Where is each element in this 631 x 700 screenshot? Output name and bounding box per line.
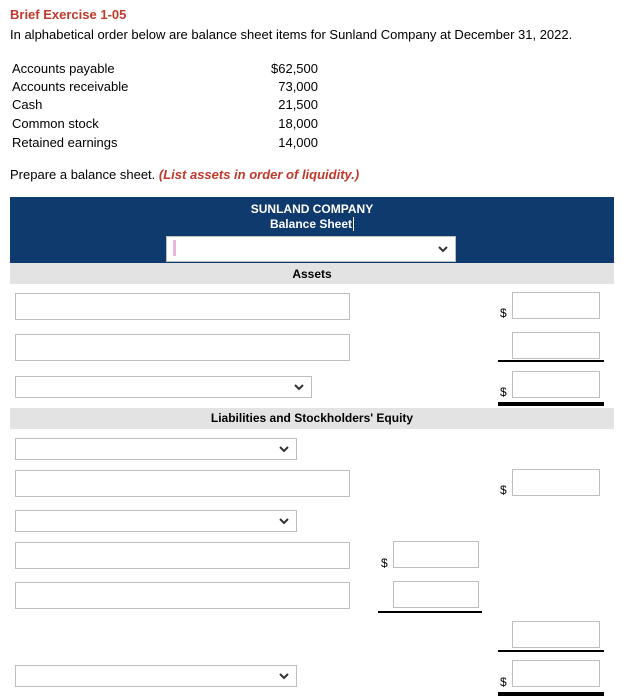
currency-symbol: $ bbox=[500, 483, 507, 497]
statement-title bbox=[10, 217, 614, 231]
instruction-text: Prepare a balance sheet. bbox=[10, 167, 156, 182]
item-label: Accounts payable bbox=[12, 61, 115, 76]
instruction-hint: (List assets in order of liquidity.) bbox=[158, 167, 360, 182]
total-liabilities-equity-amount-input[interactable] bbox=[512, 660, 600, 687]
currency-symbol: $ bbox=[500, 306, 507, 320]
date-select[interactable] bbox=[166, 236, 456, 262]
item-label: Common stock bbox=[12, 116, 99, 131]
total-assets-amount-input[interactable] bbox=[512, 371, 600, 398]
subtotal-rule bbox=[378, 611, 482, 613]
subtotal-rule bbox=[498, 650, 604, 652]
item-value: $62,500 bbox=[271, 61, 318, 76]
item-value: 14,000 bbox=[278, 135, 318, 150]
item-label: Accounts receivable bbox=[12, 79, 129, 94]
assets-heading: Assets bbox=[292, 267, 332, 281]
total-double-rule bbox=[498, 402, 604, 406]
liability-amount-input[interactable] bbox=[512, 469, 600, 496]
currency-symbol: $ bbox=[381, 556, 388, 570]
equity-amount-input-1[interactable] bbox=[393, 541, 479, 568]
instruction bbox=[10, 167, 359, 182]
equity-account-input-2[interactable] bbox=[15, 582, 350, 609]
company-name: SUNLAND COMPANY bbox=[250, 202, 374, 216]
currency-symbol: $ bbox=[500, 675, 507, 689]
liability-account-input[interactable] bbox=[15, 470, 350, 497]
equity-heading-select[interactable] bbox=[15, 510, 297, 532]
total-liabilities-equity-select[interactable] bbox=[15, 665, 297, 687]
liabilities-equity-heading: Liabilities and Stockholders' Equity bbox=[210, 411, 414, 425]
subtotal-rule bbox=[498, 360, 604, 362]
asset-amount-input-1[interactable] bbox=[512, 292, 600, 319]
total-assets-select[interactable] bbox=[15, 376, 312, 398]
item-value: 73,000 bbox=[278, 79, 318, 94]
item-label: Cash bbox=[12, 97, 43, 112]
equity-account-input-1[interactable] bbox=[15, 542, 350, 569]
chevron-down-icon bbox=[293, 381, 305, 393]
exercise-intro: In alphabetical order below are balance sheet items for Sunland Company at December 31, 2022. bbox=[10, 27, 573, 42]
item-label: Retained earnings bbox=[12, 135, 118, 150]
asset-account-input-1[interactable] bbox=[15, 293, 350, 320]
exercise-title: Brief Exercise 1-05 bbox=[10, 7, 127, 22]
total-double-rule bbox=[498, 692, 604, 696]
item-value: 21,500 bbox=[278, 97, 318, 112]
chevron-down-icon bbox=[278, 443, 290, 455]
statement-title-text: Balance Sheet bbox=[269, 217, 353, 231]
chevron-down-icon bbox=[278, 670, 290, 682]
total-equity-amount-input[interactable] bbox=[512, 621, 600, 648]
liabilities-heading-select[interactable] bbox=[15, 438, 297, 460]
text-caret bbox=[173, 240, 176, 256]
chevron-down-icon bbox=[437, 243, 449, 255]
asset-amount-input-2[interactable] bbox=[512, 332, 600, 359]
currency-symbol: $ bbox=[500, 385, 507, 399]
item-value: 18,000 bbox=[278, 116, 318, 131]
chevron-down-icon bbox=[278, 515, 290, 527]
equity-amount-input-2[interactable] bbox=[393, 581, 479, 608]
asset-account-input-2[interactable] bbox=[15, 334, 350, 361]
